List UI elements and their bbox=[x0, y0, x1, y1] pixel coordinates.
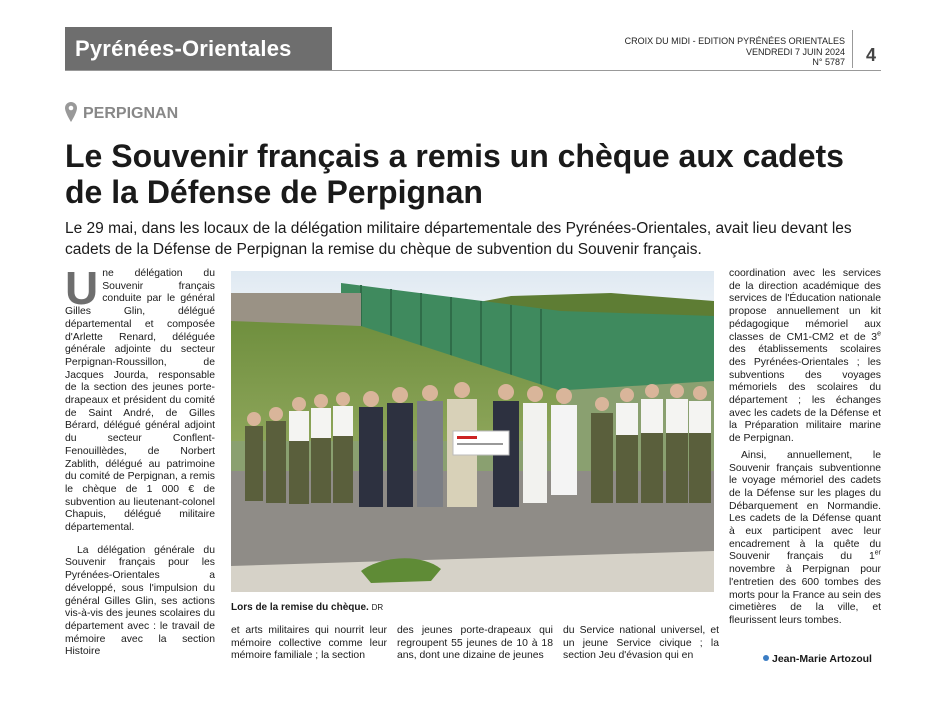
article-column-4 bbox=[563, 625, 719, 663]
issue-number: N° 5787 bbox=[812, 57, 845, 67]
column-5-paragraph-1: coordination avec les services de la direction académique des services de l'Éducation nationale propose annuellement un kit pédagogique mémoriel aux classes de CM1-CM2 et de 3e des établissements scolaires des Pyrénées-Orientales ; les subventions des voyages mémoriels des scolaires du département ; les échanges avec les cadets de la Défense et la Préparation militaire marine de Perpignan. bbox=[729, 268, 881, 445]
article-column-1 bbox=[65, 268, 215, 688]
article-author bbox=[763, 653, 872, 665]
paragraph-2: La délégation générale du Souvenir français pour les Pyrénées-Orientales a développé, sous l'impulsion du général Gilles Glin, ses actions vis-à-vis des jeunes scolaires du département avec : le travail de mémoire avec la section Histoire bbox=[65, 544, 215, 658]
author-dot bbox=[763, 655, 769, 661]
masthead-info bbox=[625, 36, 845, 68]
caption-text: Lors de la remise du chèque. bbox=[231, 602, 369, 613]
photo-credit: DR bbox=[371, 603, 384, 612]
masthead-rule bbox=[65, 70, 881, 71]
article-location bbox=[65, 102, 178, 123]
column-4-text: du Service national universel, et un jeune Service civique ; la section Jeu d'évasion qui en bbox=[563, 625, 719, 662]
article-column-5 bbox=[729, 268, 881, 653]
column-2-text: et arts militaires qui nourrit leur mémoire collective comme leur mémoire familiale ; la section bbox=[231, 625, 387, 662]
article-column-2 bbox=[231, 625, 387, 663]
article-lead: Le 29 mai, dans les locaux de la délégation militaire départementale des Pyrénées-Orientales, avait lieu devant les cadets de la Défense de Perpignan la remise du chèque de subvention du Souvenir français. bbox=[65, 220, 852, 258]
article-column-3 bbox=[397, 625, 553, 663]
article-headline: Le Souvenir français a remis un chèque aux cadets de la Défense de Perpignan bbox=[65, 138, 844, 210]
section-tag: Pyrénées-Orientales bbox=[65, 27, 332, 70]
publication-name: CROIX DU MIDI - EDITION PYRÉNÉES ORIENTALES bbox=[624, 36, 845, 46]
paragraph-1 bbox=[65, 268, 215, 535]
page-number: 4 bbox=[866, 45, 877, 65]
masthead-separator bbox=[852, 30, 853, 68]
author-name: Jean-Marie Artozoul bbox=[772, 653, 872, 665]
paragraph-1-text: ne délégation du Souvenir français conduite par le général Gilles Glin, délégué départemental et composée d'Arlette Renard, déléguée générale adjointe du secteur Perpignan-Roussillon, de Jacques Jourda, responsable de la section des jeunes porte-drapeaux et président du comité de Saint André, de Gilles Bérard, délégué général adjoint du secteur Conflent-Fenouillèdes, de Norbert Zablith, délégué au patrimoine du comité de Perpignan, a remis le chèque de 1 000 € de subvention au lieutenant-colonel Chapuis, délégué militaire départemental. bbox=[65, 268, 215, 534]
photo-illustration bbox=[231, 271, 714, 592]
location-label: PERPIGNAN bbox=[83, 105, 179, 122]
article-photo bbox=[231, 271, 714, 592]
column-3-text: des jeunes porte-drapeaux qui regroupent 55 jeunes de 10 à 18 ans, dont une dizaine de jeunes bbox=[397, 625, 553, 662]
column-5-paragraph-2: Ainsi, annuellement, le Souvenir français subventionne le voyage mémoriel des cadets de la Défense sur les plages du Débarquement en Normandie. Les cadets de la Défense quant à eux participent avec leur encadrement à la quête du Souvenir français du 1er novembre à Perpignan pour l'entretien des 600 tombes des morts pour la France au sein des cimetières de la ville, et fleurissent leurs tombes. bbox=[729, 449, 881, 626]
dropcap: U bbox=[65, 268, 99, 314]
location-pin-icon bbox=[65, 102, 77, 122]
publication-date: VENDREDI 7 JUIN 2024 bbox=[745, 46, 845, 57]
photo-caption bbox=[231, 602, 383, 613]
